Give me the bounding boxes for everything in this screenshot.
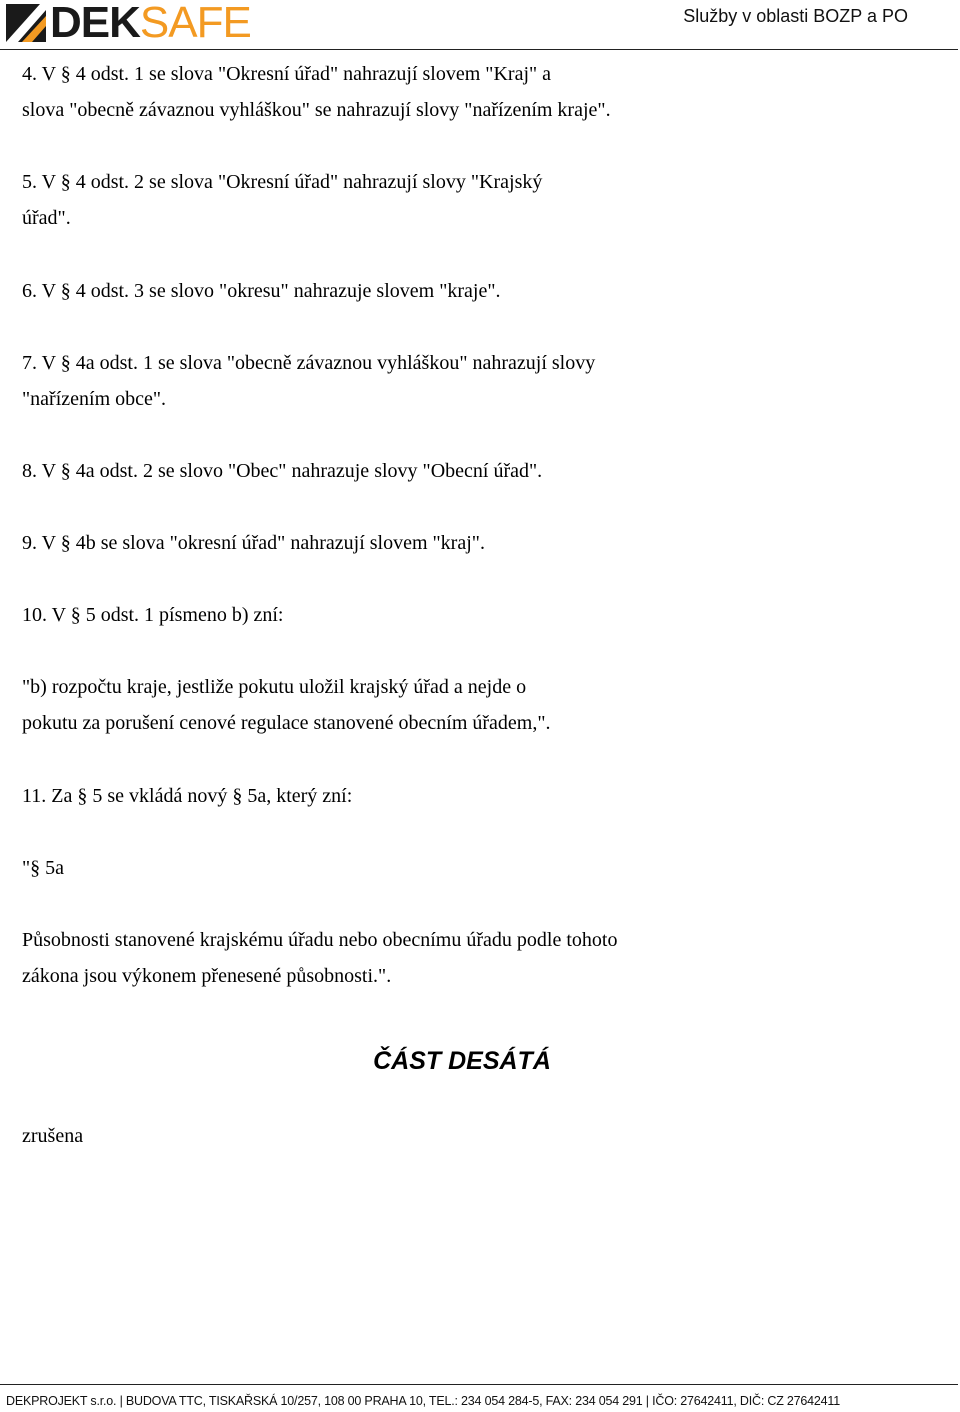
paragraph-line: zákona jsou výkonem přenesené působnosti.". xyxy=(22,965,392,987)
paragraph-9 xyxy=(22,525,485,561)
paragraph-6 xyxy=(22,273,501,309)
header-tagline: Služby v oblasti BOZP a PO xyxy=(683,6,908,26)
footer-divider xyxy=(0,1384,958,1385)
paragraph-line: úřad". xyxy=(22,207,71,229)
paragraph-line: 8. V § 4a odst. 2 se slovo "Obec" nahrazuje slovy "Obecní úřad". xyxy=(22,460,543,482)
paragraph-line: 5. V § 4 odst. 2 se slova "Okresní úřad" nahrazují slovy "Krajský xyxy=(22,171,543,193)
paragraph-line: "§ 5a xyxy=(22,857,65,879)
paragraph-line: 11. Za § 5 se vkládá nový § 5a, který zní: xyxy=(22,785,353,807)
paragraph-7 xyxy=(22,345,595,417)
paragraph-11 xyxy=(22,778,352,814)
header-divider xyxy=(0,49,958,50)
paragraph-5 xyxy=(22,164,542,236)
paragraph-4 xyxy=(22,56,611,128)
dek-safe-logo xyxy=(6,0,251,47)
paragraph-8 xyxy=(22,453,542,489)
dek-slash-logo-icon xyxy=(6,4,46,42)
paragraph-line: Působnosti stanovené krajskému úřadu nebo obecnímu úřadu podle tohoto xyxy=(22,929,618,951)
paragraph-line: pokutu za porušení cenové regulace stanovené obecním úřadem,". xyxy=(22,712,551,734)
closing-text: zrušena xyxy=(22,1125,84,1147)
page-header xyxy=(0,0,960,52)
paragraph-line: "nařízením obce". xyxy=(22,388,167,410)
logo-text-dek: DEK xyxy=(50,0,140,47)
paragraph-line: 10. V § 5 odst. 1 písmeno b) zní: xyxy=(22,604,284,626)
paragraph-line: 4. V § 4 odst. 1 se slova "Okresní úřad" nahrazují slovem "Kraj" a xyxy=(22,63,552,85)
paragraph-10 xyxy=(22,597,283,633)
paragraph-section-5a xyxy=(22,850,64,886)
paragraph-line: 6. V § 4 odst. 3 se slovo "okresu" nahrazuje slovem "kraje". xyxy=(22,280,501,302)
paragraph-line: "b) rozpočtu kraje, jestliže pokutu uložil krajský úřad a nejde o xyxy=(22,676,527,698)
paragraph-line: 9. V § 4b se slova "okresní úřad" nahrazují slovem "kraj". xyxy=(22,532,485,554)
paragraph-10-quote xyxy=(22,669,551,741)
paragraph-line: 7. V § 4a odst. 1 se slova "obecně závaznou vyhláškou" nahrazují slovy xyxy=(22,352,596,374)
page-footer: DEKPROJEKT s.r.o. | BUDOVA TTC, TISKAŘSKÁ 10/257, 108 00 PRAHA 10, TEL.: 234 054 284-5, FAX: 234 054 291 | IČO: 27642411, DIČ: CZ 27642411 xyxy=(6,1394,840,1408)
logo-wordmark xyxy=(50,0,251,47)
paragraph-section-5a-text xyxy=(22,922,617,994)
paragraph-line: slova "obecně závaznou vyhláškou" se nahrazují slovy "nařízením kraje". xyxy=(22,99,611,121)
part-heading: ČÁST DESÁTÁ xyxy=(373,1047,551,1075)
logo-text-safe: SAFE xyxy=(139,0,251,47)
